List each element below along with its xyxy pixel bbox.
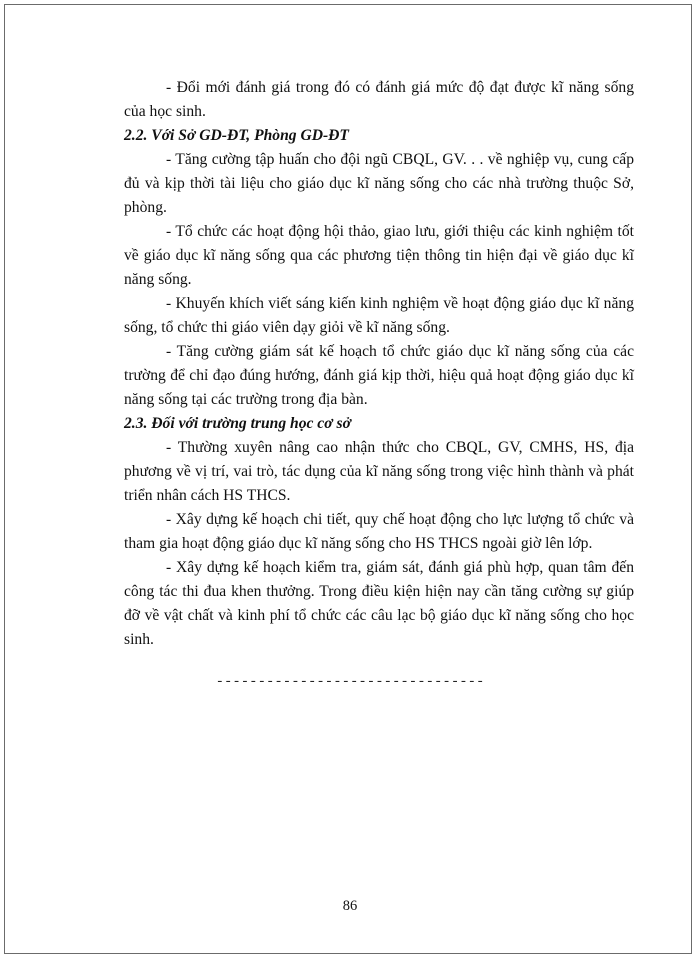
section-2-2-item: - Tổ chức các hoạt động hội thảo, giao lưu, giới thiệu các kinh nghiệm tốt về giáo dục kĩ năng sống qua các phương tiện thông tin hiện đại về giáo dục kĩ năng sống. [124, 223, 634, 288]
intro-paragraph: - Đổi mới đánh giá trong đó có đánh giá mức độ đạt được kĩ năng sống của học sinh. [124, 79, 634, 120]
section-2-3-heading: 2.3. Đối với trường trung học cơ sở [124, 415, 351, 432]
section-2-2-item: - Tăng cường giám sát kế hoạch tổ chức giáo dục kĩ năng sống của các trường để chỉ đạo đúng hướng, đánh giá kịp thời, hiệu quả hoạt động giáo dục kĩ năng sống tại các trường trong địa bàn. [124, 343, 634, 408]
section-2-3-item: - Xây dựng kế hoạch chi tiết, quy chế hoạt động cho lực lượng tổ chức và tham gia hoạt động giáo dục kĩ năng sống cho HS THCS ngoài giờ lên lớp. [124, 511, 634, 552]
page-number: 86 [342, 898, 358, 914]
section-2-2-heading: 2.2. Với Sở GD-ĐT, Phòng GD-ĐT [124, 127, 349, 144]
section-2-2-item: - Tăng cường tập huấn cho đội ngũ CBQL, GV. . . về nghiệp vụ, cung cấp đủ và kịp thời tài liệu cho giáo dục kĩ năng sống cho các nhà trường thuộc Sở, phòng. [124, 151, 634, 216]
section-2-3-item: - Xây dựng kế hoạch kiểm tra, giám sát, đánh giá phù hợp, quan tâm đến công tác thi đua khen thưởng. Trong điều kiện hiện nay cần tăng cường sự giúp đỡ về vật chất và kinh phí tổ chức các câu lạc bộ giáo dục kĩ năng sống cho học sinh. [124, 559, 634, 648]
section-2-2-item: - Khuyến khích viết sáng kiến kinh nghiệm về hoạt động giáo dục kĩ năng sống, tổ chức thi giáo viên dạy giỏi về kĩ năng sống. [124, 295, 634, 336]
end-separator: -------------------------------- [215, 674, 485, 690]
section-2-3-item: - Thường xuyên nâng cao nhận thức cho CBQL, GV, CMHS, HS, địa phương về vị trí, vai trò, tác dụng của kĩ năng sống trong việc hình thành và phát triển nhân cách HS THCS. [124, 439, 634, 504]
document-body [124, 76, 634, 652]
